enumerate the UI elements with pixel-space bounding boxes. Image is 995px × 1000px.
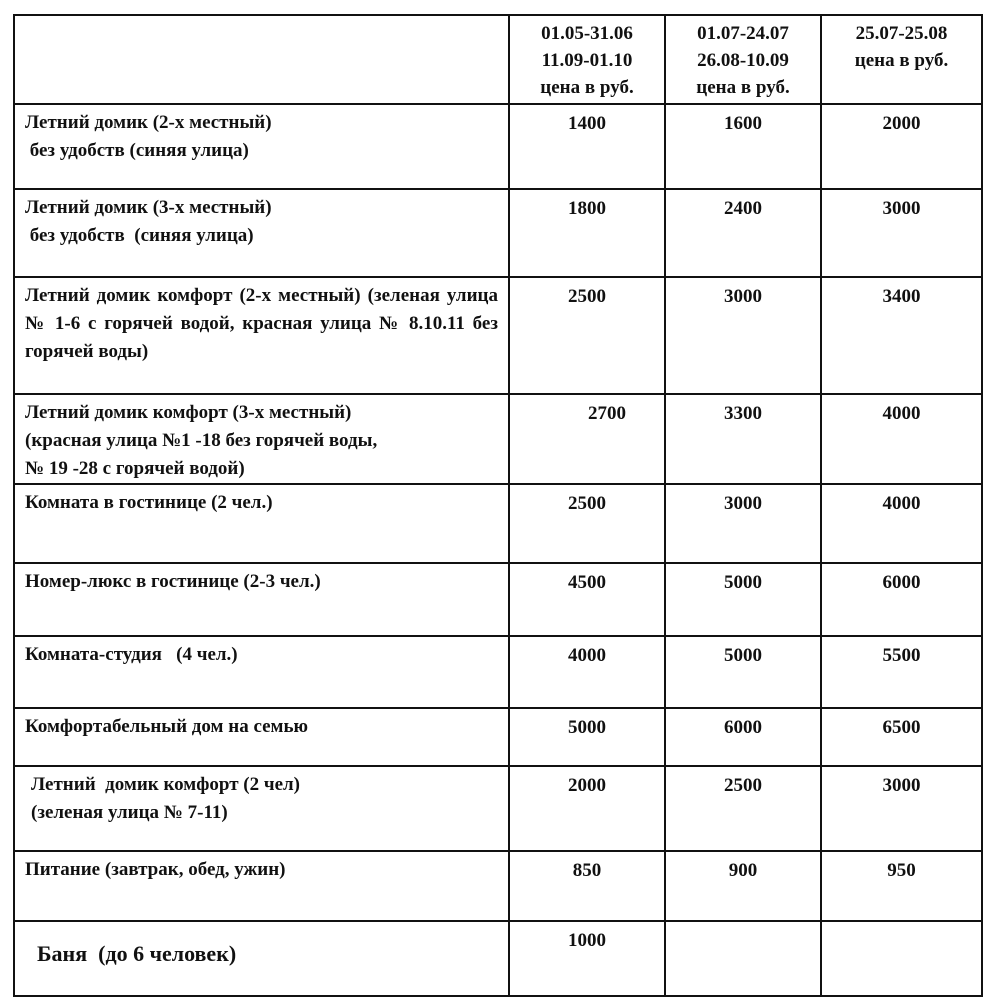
price-cell: 5000 <box>509 708 665 766</box>
table-row <box>14 394 982 484</box>
price-cell: 4000 <box>509 636 665 708</box>
table-row <box>14 921 982 996</box>
header-line: цена в руб. <box>854 50 949 71</box>
header-line: 25.07-25.08 <box>855 23 948 44</box>
row-label: Комната в гостинице (2 чел.) <box>14 484 509 563</box>
price-cell: 3000 <box>665 484 821 563</box>
table-row <box>14 563 982 636</box>
price-cell: 5500 <box>821 636 982 708</box>
table-row <box>14 636 982 708</box>
price-cell: 4000 <box>821 484 982 563</box>
price-cell <box>665 921 821 996</box>
header-line: 01.07-24.07 <box>697 23 789 44</box>
table-row <box>14 277 982 394</box>
price-cell: 6000 <box>821 563 982 636</box>
table-row <box>14 189 982 277</box>
price-cell: 4000 <box>821 394 982 484</box>
header-line: цена в руб. <box>540 77 634 98</box>
row-label: Номер-люкс в гостинице (2-3 чел.) <box>14 563 509 636</box>
label-line: Летний домик комфорт (3-х местный) <box>25 402 352 423</box>
price-cell: 2500 <box>509 277 665 394</box>
price-cell: 2400 <box>665 189 821 277</box>
price-table <box>13 14 983 997</box>
price-cell: 6000 <box>665 708 821 766</box>
price-cell: 2500 <box>665 766 821 851</box>
label-line: без удобств (синяя улица) <box>25 225 254 246</box>
price-cell: 1000 <box>509 921 665 996</box>
label-line: (зеленая улица № 7-11) <box>31 802 228 823</box>
row-label: Питание (завтрак, обед, ужин) <box>14 851 509 921</box>
header-line: 01.05-31.06 <box>541 23 633 44</box>
price-cell: 1800 <box>509 189 665 277</box>
price-cell: 950 <box>821 851 982 921</box>
row-label <box>14 189 509 277</box>
price-cell: 1600 <box>665 104 821 189</box>
header-cell-period-3 <box>821 15 982 104</box>
price-cell: 2500 <box>509 484 665 563</box>
price-cell: 3000 <box>821 189 982 277</box>
price-cell: 5000 <box>665 563 821 636</box>
header-row <box>14 15 982 104</box>
price-cell: 850 <box>509 851 665 921</box>
label-line: (красная улица №1 -18 без горячей воды, <box>25 430 378 451</box>
label-line: Летний домик (3-х местный) <box>25 197 272 218</box>
price-cell: 5000 <box>665 636 821 708</box>
price-cell: 3400 <box>821 277 982 394</box>
header-cell-period-1 <box>509 15 665 104</box>
price-cell: 3300 <box>665 394 821 484</box>
header-line: 11.09-01.10 <box>541 50 633 71</box>
label-line: без удобств (синяя улица) <box>25 140 249 161</box>
row-label: Баня (до 6 человек) <box>14 921 509 996</box>
price-cell <box>821 921 982 996</box>
price-cell: 2700 <box>509 394 665 484</box>
price-cell: 3000 <box>821 766 982 851</box>
header-cell-period-2 <box>665 15 821 104</box>
row-label <box>14 277 509 394</box>
price-cell: 2000 <box>821 104 982 189</box>
price-cell: 3000 <box>665 277 821 394</box>
table-row <box>14 484 982 563</box>
label-line: Летний домик комфорт (2 чел) <box>31 774 301 795</box>
table-row <box>14 708 982 766</box>
header-cell-empty <box>14 15 509 104</box>
price-cell: 2000 <box>509 766 665 851</box>
header-line: цена в руб. <box>696 77 790 98</box>
table-row <box>14 766 982 851</box>
row-label: Комфортабельный дом на семью <box>14 708 509 766</box>
price-cell: 4500 <box>509 563 665 636</box>
price-cell: 1400 <box>509 104 665 189</box>
label-line: Летний домик (2-х местный) <box>25 112 272 133</box>
row-label <box>14 766 509 851</box>
table-row <box>14 104 982 189</box>
row-label: Комната-студия (4 чел.) <box>14 636 509 708</box>
header-line: 26.08-10.09 <box>697 50 789 71</box>
price-cell: 6500 <box>821 708 982 766</box>
table-row <box>14 851 982 921</box>
label-line: № 19 -28 с горячей водой) <box>25 458 245 479</box>
row-label <box>14 394 509 484</box>
price-cell: 900 <box>665 851 821 921</box>
row-label <box>14 104 509 189</box>
label-text: Летний домик комфорт (2-х местный) (зеленая улица № 1-6 с горячей водой, красная улица № 8.10.11 без горячей воды) <box>25 285 498 362</box>
